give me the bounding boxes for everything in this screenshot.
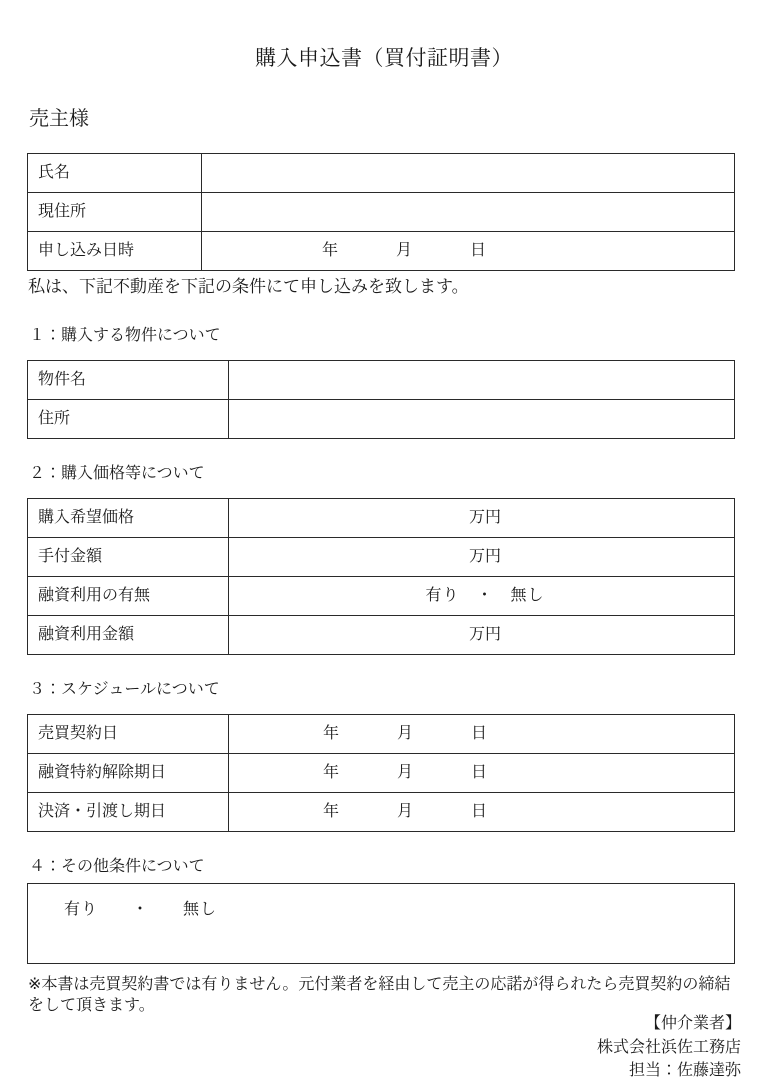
deposit-amount-label: 手付金額 <box>28 537 229 576</box>
section3-heading: ３：スケジュールについて <box>29 680 220 698</box>
settlement-handover-date-label: 決済・引渡し期日 <box>28 792 229 831</box>
applicant-address-field[interactable] <box>202 193 735 232</box>
year-unit: 年 <box>322 242 339 260</box>
deposit-amount-field[interactable] <box>229 537 735 576</box>
table-row <box>28 792 735 831</box>
loan-condition-release-date-label: 融資特約解除期日 <box>28 753 229 792</box>
currency-unit: 万円 <box>468 625 501 643</box>
date-line <box>239 715 734 753</box>
table-row <box>28 360 735 399</box>
yes-no-choice: 有り ・ 無し <box>64 900 218 918</box>
loan-usage-choice[interactable] <box>229 576 735 615</box>
application-date-label: 申し込み日時 <box>28 232 202 271</box>
application-date-field[interactable] <box>202 232 735 271</box>
year-unit: 年 <box>323 802 340 820</box>
loan-amount-label: 融資利用金額 <box>28 615 229 654</box>
desired-price-label: 購入希望価格 <box>28 498 229 537</box>
applicant-name-label: 氏名 <box>28 154 202 193</box>
contract-date-label: 売買契約日 <box>28 714 229 753</box>
applicant-name-field[interactable] <box>202 154 735 193</box>
section2-heading: ２：購入価格等について <box>29 464 205 482</box>
month-unit: 月 <box>397 724 414 742</box>
property-address-label: 住所 <box>28 399 229 438</box>
table-row <box>28 193 735 232</box>
table-row <box>28 498 735 537</box>
day-unit: 日 <box>470 242 487 260</box>
month-unit: 月 <box>397 763 414 781</box>
section1-heading: １：購入する物件について <box>29 326 221 344</box>
desired-price-field[interactable] <box>229 498 735 537</box>
price-table <box>27 498 735 655</box>
table-row <box>28 399 735 438</box>
applicant-table <box>27 153 735 271</box>
currency-unit: 万円 <box>468 508 501 526</box>
table-row <box>28 714 735 753</box>
schedule-table <box>27 714 735 832</box>
year-unit: 年 <box>323 763 340 781</box>
year-unit: 年 <box>323 724 340 742</box>
month-unit: 月 <box>397 802 414 820</box>
day-unit: 日 <box>471 724 488 742</box>
page-title: 購入申込書（買付証明書） <box>255 47 513 70</box>
addressee-label: 売主様 <box>29 108 89 130</box>
property-name-label: 物件名 <box>28 360 229 399</box>
table-row <box>28 576 735 615</box>
section4-heading: ４：その他条件について <box>29 857 205 875</box>
property-name-field[interactable] <box>229 360 735 399</box>
other-conditions-box[interactable] <box>27 883 735 964</box>
settlement-handover-date-field[interactable] <box>229 792 735 831</box>
loan-usage-label: 融資利用の有無 <box>28 576 229 615</box>
statement-text: 私は、下記不動産を下記の条件にて申し込みを致します。 <box>28 277 469 296</box>
day-unit: 日 <box>471 802 488 820</box>
yes-no-choice: 有り ・ 無し <box>425 586 545 604</box>
month-unit: 月 <box>396 242 413 260</box>
broker-company: 株式会社浜佐工務店 <box>596 1038 741 1056</box>
table-row <box>28 537 735 576</box>
disclaimer-note: ※本書は売買契約書では有りません。元付業者を経由して売主の応諾が得られたら売買契約の締結をして頂きます。 <box>28 975 731 1014</box>
applicant-address-label: 現住所 <box>28 193 202 232</box>
date-line <box>239 754 734 792</box>
table-row <box>28 232 735 271</box>
broker-contact: 担当：佐藤達弥 <box>628 1061 741 1079</box>
day-unit: 日 <box>471 763 488 781</box>
loan-amount-field[interactable] <box>229 615 735 654</box>
table-row <box>28 154 735 193</box>
date-line <box>239 793 734 831</box>
property-address-field[interactable] <box>229 399 735 438</box>
property-table <box>27 360 735 439</box>
table-row <box>28 615 735 654</box>
broker-block <box>597 1012 741 1082</box>
broker-label: 【仲介業者】 <box>644 1015 741 1033</box>
contract-date-field[interactable] <box>229 714 735 753</box>
loan-condition-release-date-field[interactable] <box>229 753 735 792</box>
currency-unit: 万円 <box>468 547 501 565</box>
table-row <box>28 753 735 792</box>
date-line <box>212 232 734 270</box>
